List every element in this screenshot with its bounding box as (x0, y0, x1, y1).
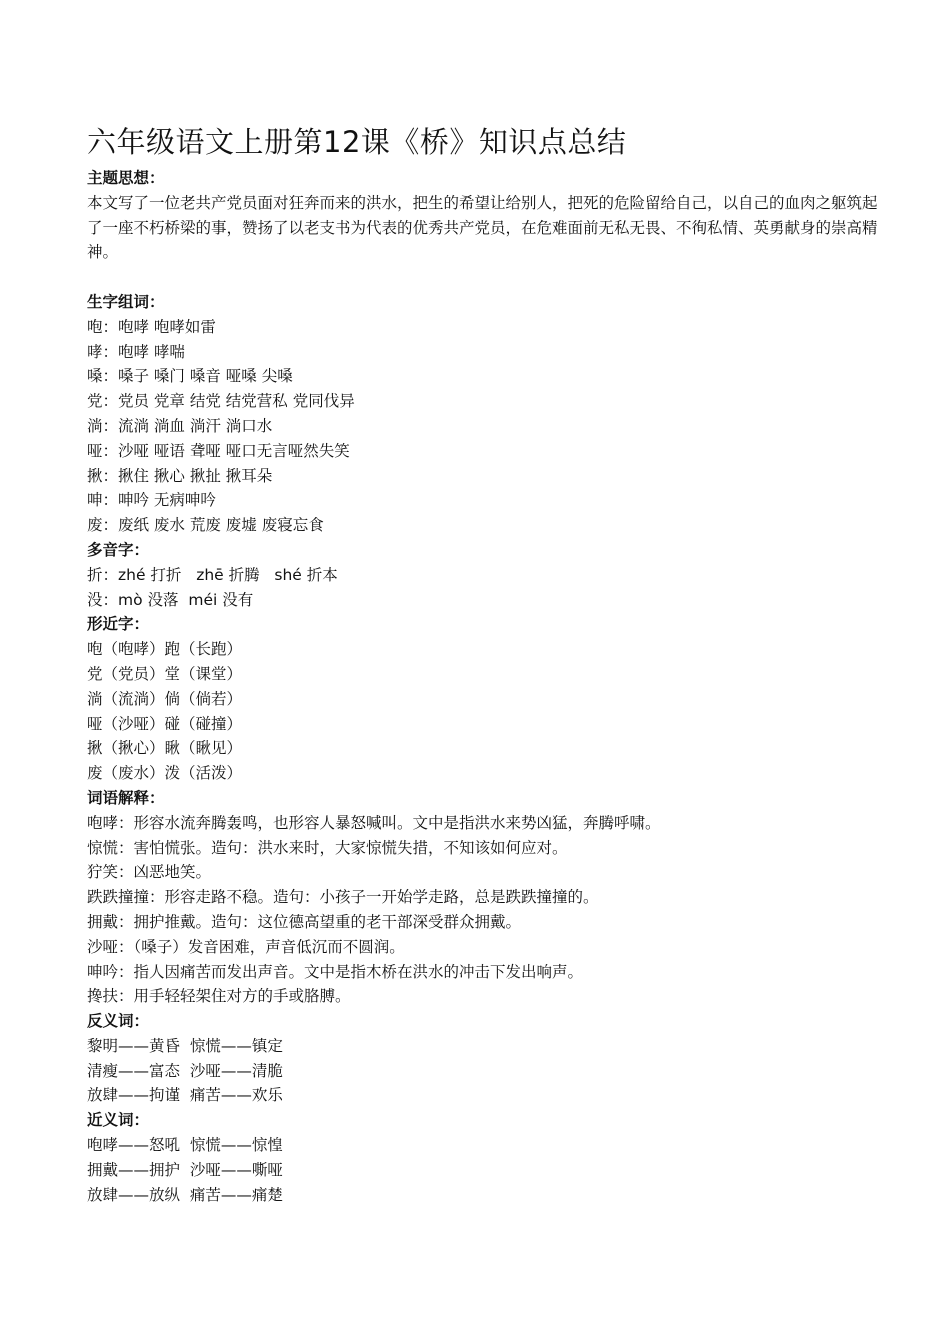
section-heading: 多音字： (87, 540, 150, 559)
list-item: 淌：流淌 淌血 淌汗 淌口水 (87, 416, 273, 435)
list-item: 党（党员）堂（课堂） (87, 664, 243, 683)
section-polyphonic (87, 538, 887, 612)
list-item: 咆：咆哮 咆哮如雷 (87, 317, 216, 336)
section-heading: 生字组词： (87, 292, 165, 311)
list-item: 放肆——放纵 痛苦——痛楚 (87, 1185, 283, 1204)
section-new-characters (87, 290, 887, 538)
list-item: 惊慌：害怕慌张。造句：洪水来时，大家惊慌失措，不知该如何应对。 (87, 838, 568, 857)
list-item: 呻吟：指人因痛苦而发出声音。文中是指木桥在洪水的冲击下发出响声。 (87, 962, 584, 981)
list-item: 搀扶：用手轻轻架住对方的手或胳膊。 (87, 987, 351, 1006)
list-item: 废（废水）泼（活泼） (87, 764, 243, 783)
section-heading: 近义词： (87, 1111, 150, 1130)
list-item: 跌跌撞撞：形容走路不稳。造句：小孩子一开始学走路，总是跌跌撞撞的。 (87, 888, 599, 907)
list-item: 咆（咆哮）跑（长跑） (87, 640, 243, 659)
document-body (87, 166, 887, 1207)
list-item: 呻：呻吟 无病呻吟 (87, 491, 216, 510)
list-item: 放肆——拘谨 痛苦——欢乐 (87, 1086, 283, 1105)
list-item: 拥戴：拥护推戴。造句：这位德高望重的老干部深受群众拥戴。 (87, 912, 522, 931)
theme-paragraph: 本文写了一位老共产党员面对狂奔而来的洪水，把生的希望让给别人，把死的危险留给自己，以自己的血肉之躯筑起了一座不朽桥梁的事，赞扬了以老支书为代表的优秀共产党员，在危难面前无私无畏、不徇私情、英勇献身的崇高精神。 (87, 193, 878, 262)
list-item: 咆哮：形容水流奔腾轰鸣，也形容人暴怒喊叫。文中是指洪水来势凶猛，奔腾呼啸。 (87, 813, 661, 832)
list-item: 咆哮——怒吼 惊慌——惊惶 (87, 1136, 283, 1155)
list-item: 沙哑：（嗓子）发音困难，声音低沉而不圆润。 (87, 937, 405, 956)
section-synonyms (87, 1108, 887, 1207)
section-heading: 形近字： (87, 615, 150, 634)
list-item: 没：mò 没落 méi 没有 (87, 590, 254, 609)
list-item: 嗓：嗓子 嗓门 嗓音 哑嗓 尖嗓 (87, 367, 293, 386)
blank-line (87, 265, 887, 290)
list-item: 揪（揪心）瞅（瞅见） (87, 739, 243, 758)
document-title: 六年级语文上册第12课《桥》知识点总结 (87, 125, 627, 159)
list-item: 狞笑：凶恶地笑。 (87, 863, 212, 882)
section-similar-characters (87, 612, 887, 786)
list-item: 拥戴——拥护 沙哑——嘶哑 (87, 1160, 283, 1179)
list-item: 折：zhé 打折 zhē 折腾 shé 折本 (87, 565, 338, 584)
theme-heading: 主题思想： (87, 169, 165, 187)
list-item: 废：废纸 废水 荒废 废墟 废寝忘食 (87, 516, 324, 535)
list-item: 党：党员 党章 结党 结党营私 党同伐异 (87, 392, 355, 411)
section-antonyms (87, 1009, 887, 1108)
list-item: 哮：咆哮 哮喘 (87, 342, 185, 361)
list-item: 哑（沙哑）碰（碰撞） (87, 714, 243, 733)
list-item: 揪：揪住 揪心 揪扯 揪耳朵 (87, 466, 273, 485)
list-item: 清瘦——富态 沙哑——清脆 (87, 1061, 283, 1080)
list-item: 黎明——黄昏 惊慌——镇定 (87, 1036, 283, 1055)
list-item: 淌（流淌）倘（倘若） (87, 689, 243, 708)
list-item: 哑：沙哑 哑语 聋哑 哑口无言哑然失笑 (87, 441, 350, 460)
section-heading: 反义词： (87, 1012, 150, 1031)
section-word-explanations (87, 786, 887, 1009)
section-heading: 词语解释： (87, 788, 165, 807)
